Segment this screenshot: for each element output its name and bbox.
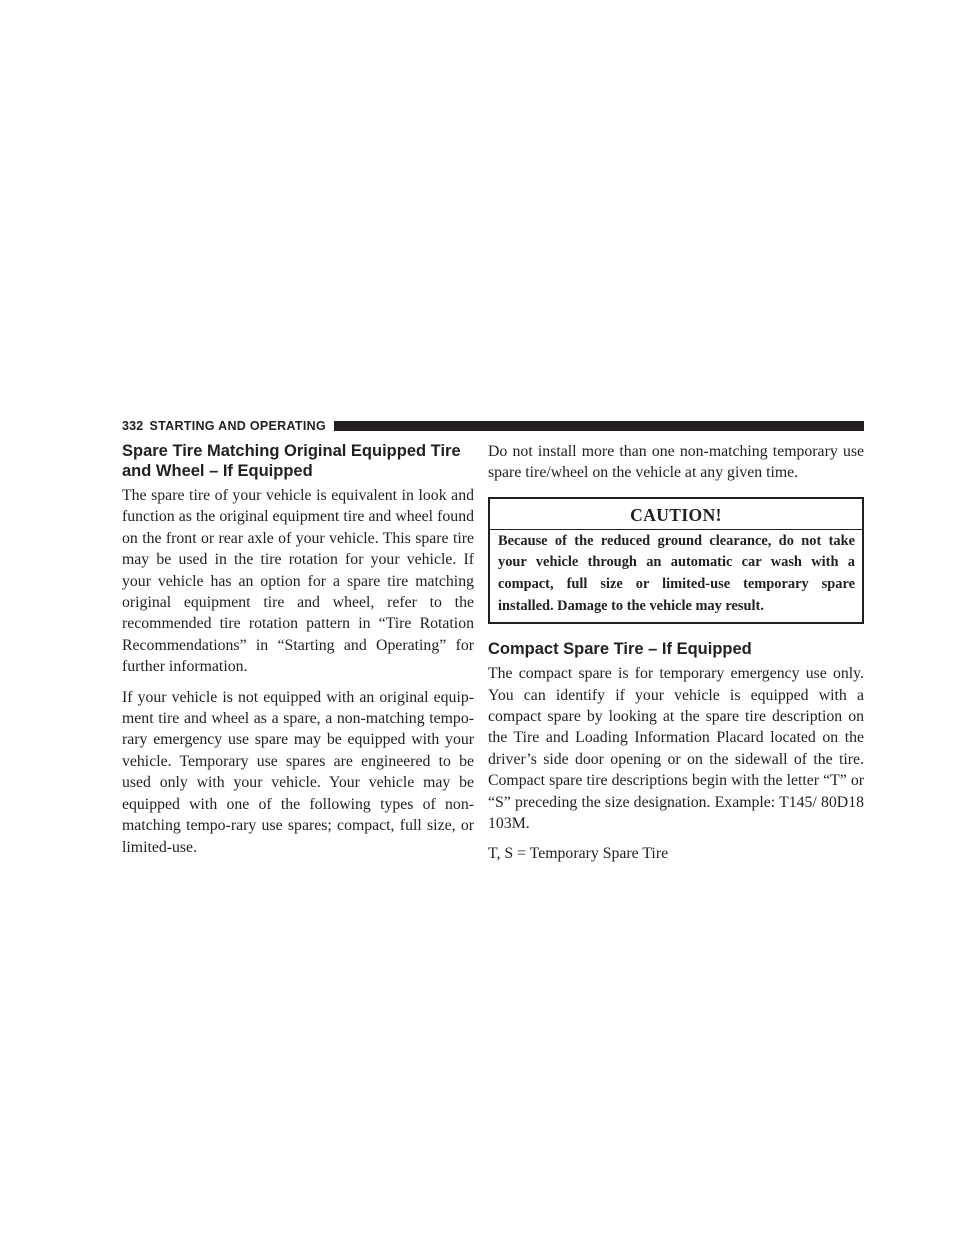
spare-tire-matching-paragraph: The spare tire of your vehicle is equivalent in look and function as the original equipment tire and wheel found on the front or rear axle of your vehicle. This spare tire may be used in the tire rotation for your vehicle. If your vehicle has an option for a spare tire matching original equipment tire and wheel, refer to the recommended tire rotation pattern in “Tire Rotation Recommendations” in “Starting and Operating” for further information.	[122, 487, 474, 676]
caution-text: Because of the reduced ground clearance, do not take your vehicle through an automatic car wash with a compact, full size or limited-use temporary spare installed. Damage to the vehicle may result.	[498, 532, 855, 614]
non-matching-spare-paragraph: If your vehicle is not equipped with an original equip-ment tire and wheel as a spare, a non-matching tempo-rary emergency use spare may be equipped with your vehicle. Temporary use spares are engineered to be used only with your vehicle. Your vehicle may be equipped with one of the following types of non-matching tempo-rary use spares; compact, full size, or limited-use.	[122, 688, 474, 856]
caution-box	[488, 497, 864, 624]
compact-spare-heading: Compact Spare Tire – If Equipped	[488, 640, 752, 659]
page-header	[122, 419, 864, 433]
compact-spare-paragraph: The compact spare is for temporary emergency use only. You can identify if your vehicle is equipped with a compact spare by looking at the spare tire description on the Tire and Loading Information Placard located on the driver’s side door opening or on the sidewall of the tire. Compact spare tire descriptions begin with the letter “T” or “S” preceding the size designation. Example: T145/ 80D18 103M.	[488, 665, 864, 833]
right-column	[488, 441, 864, 865]
left-column	[122, 441, 474, 858]
spare-tire-matching-heading: Spare Tire Matching Original Equipped Tire and Wheel – If Equipped	[122, 442, 461, 480]
install-limit-paragraph: Do not install more than one non-matching temporary use spare tire/wheel on the vehicle at any given time.	[488, 443, 864, 482]
caution-title: CAUTION!	[490, 499, 862, 530]
temporary-spare-legend: T, S = Temporary Spare Tire	[488, 845, 669, 863]
page-number: 332	[122, 419, 144, 433]
section-title: STARTING AND OPERATING	[149, 419, 326, 433]
header-rule	[334, 421, 864, 431]
